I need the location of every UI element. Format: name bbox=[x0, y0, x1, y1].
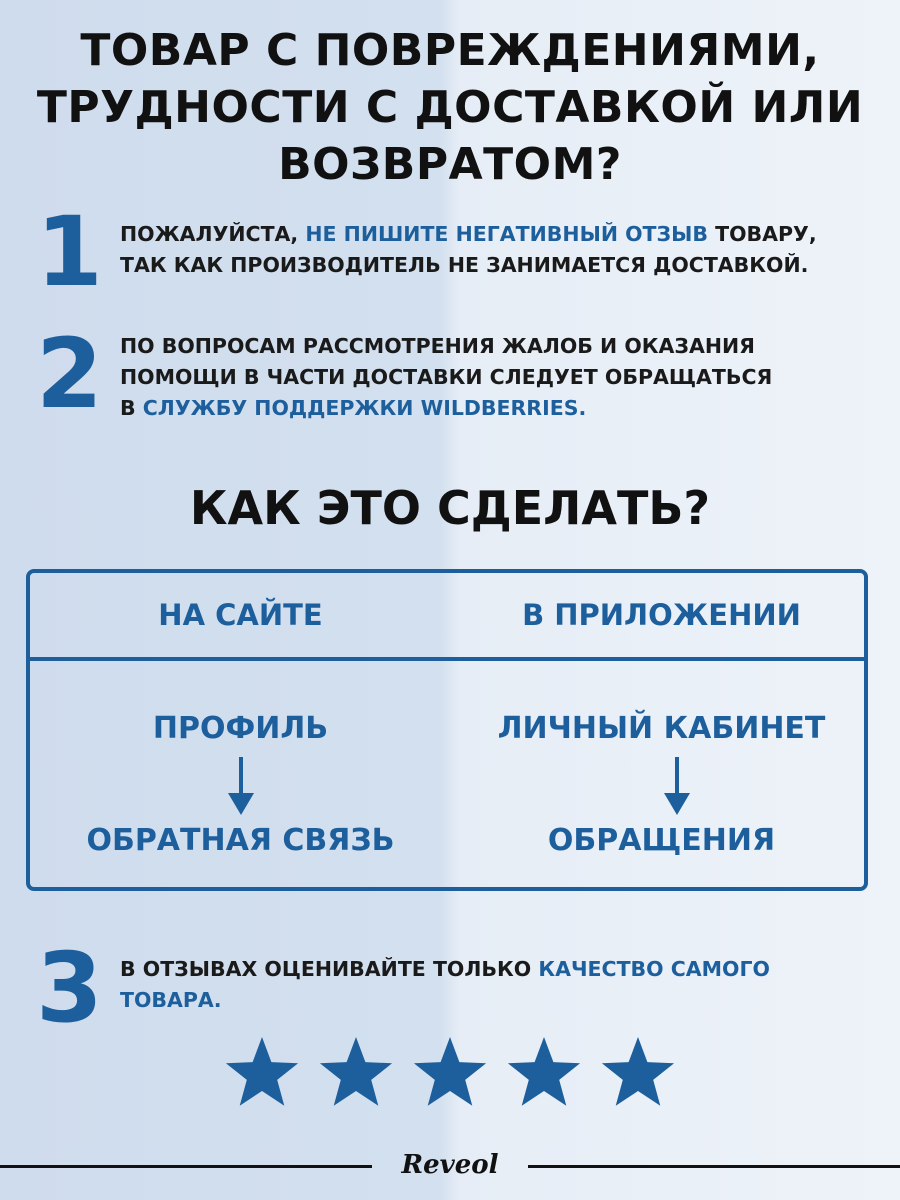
title-line-3: ВОЗВРАТОМ? bbox=[278, 139, 622, 190]
step-1-pre: ПОЖАЛУЙСТА, bbox=[120, 222, 306, 246]
column-header-app: В ПРИЛОЖЕНИИ bbox=[522, 598, 801, 632]
step-2-number: 2 bbox=[36, 318, 103, 430]
star-icon bbox=[320, 1037, 392, 1106]
site-step-from: ПРОФИЛЬ bbox=[152, 711, 329, 746]
step-1-line-1 bbox=[120, 219, 880, 250]
step-1-highlight: НЕ ПИШИТЕ НЕГАТИВНЫЙ ОТЗЫВ bbox=[305, 222, 708, 246]
step-2-line-2: ПОМОЩИ В ЧАСТИ ДОСТАВКИ СЛЕДУЕТ ОБРАЩАТЬСЯ bbox=[120, 365, 773, 389]
arrow-down-icon bbox=[226, 757, 256, 817]
step-2-line-1: ПО ВОПРОСАМ РАССМОТРЕНИЯ ЖАЛОБ И ОКАЗАНИЯ bbox=[120, 334, 755, 358]
star-icon bbox=[508, 1037, 580, 1106]
step-2-text bbox=[120, 331, 880, 424]
step-2-post: . bbox=[578, 396, 587, 420]
star-icon bbox=[414, 1037, 486, 1106]
step-1-line-2: ТАК КАК ПРОИЗВОДИТЕЛЬ НЕ ЗАНИМАЕТСЯ ДОСТАВКОЙ. bbox=[120, 253, 809, 277]
howto-title: КАК ЭТО СДЕЛАТЬ? bbox=[189, 481, 711, 535]
star-icon bbox=[602, 1037, 674, 1106]
howto-table bbox=[26, 569, 868, 891]
brand-logo: Reveol bbox=[401, 1150, 499, 1180]
step-3-line-1 bbox=[120, 954, 880, 985]
step-1-post: ТОВАРУ, bbox=[707, 222, 817, 246]
step-3-line-2: ТОВАРА. bbox=[120, 988, 222, 1012]
arrow-down-icon bbox=[662, 757, 692, 817]
table-divider bbox=[30, 657, 864, 661]
step-1-text bbox=[120, 219, 880, 281]
page-title bbox=[0, 22, 900, 193]
step-3-text bbox=[120, 954, 880, 1016]
step-3-number: 3 bbox=[36, 932, 103, 1044]
step-2-highlight: СЛУЖБУ ПОДДЕРЖКИ WILDBERRIES bbox=[142, 396, 579, 420]
title-line-2: ТРУДНОСТИ С ДОСТАВКОЙ ИЛИ bbox=[36, 82, 864, 133]
step-3-highlight: КАЧЕСТВО САМОГО bbox=[538, 957, 770, 981]
title-line-1: ТОВАР С ПОВРЕЖДЕНИЯМИ, bbox=[80, 25, 820, 76]
step-1-number: 1 bbox=[36, 196, 103, 308]
step-3-pre: В ОТЗЫВАХ ОЦЕНИВАЙТЕ ТОЛЬКО bbox=[120, 957, 539, 981]
footer-line-left bbox=[0, 1165, 372, 1168]
star-icon bbox=[226, 1037, 298, 1106]
app-step-from: ЛИЧНЫЙ КАБИНЕТ bbox=[497, 711, 826, 746]
column-header-site: НА САЙТЕ bbox=[158, 598, 323, 632]
footer-line-right bbox=[528, 1165, 900, 1168]
step-2-pre: В bbox=[120, 396, 143, 420]
rating-stars bbox=[0, 1035, 900, 1115]
step-2-line-3 bbox=[120, 393, 880, 424]
app-step-to: ОБРАЩЕНИЯ bbox=[547, 823, 776, 858]
site-step-to: ОБРАТНАЯ СВЯЗЬ bbox=[86, 823, 395, 858]
